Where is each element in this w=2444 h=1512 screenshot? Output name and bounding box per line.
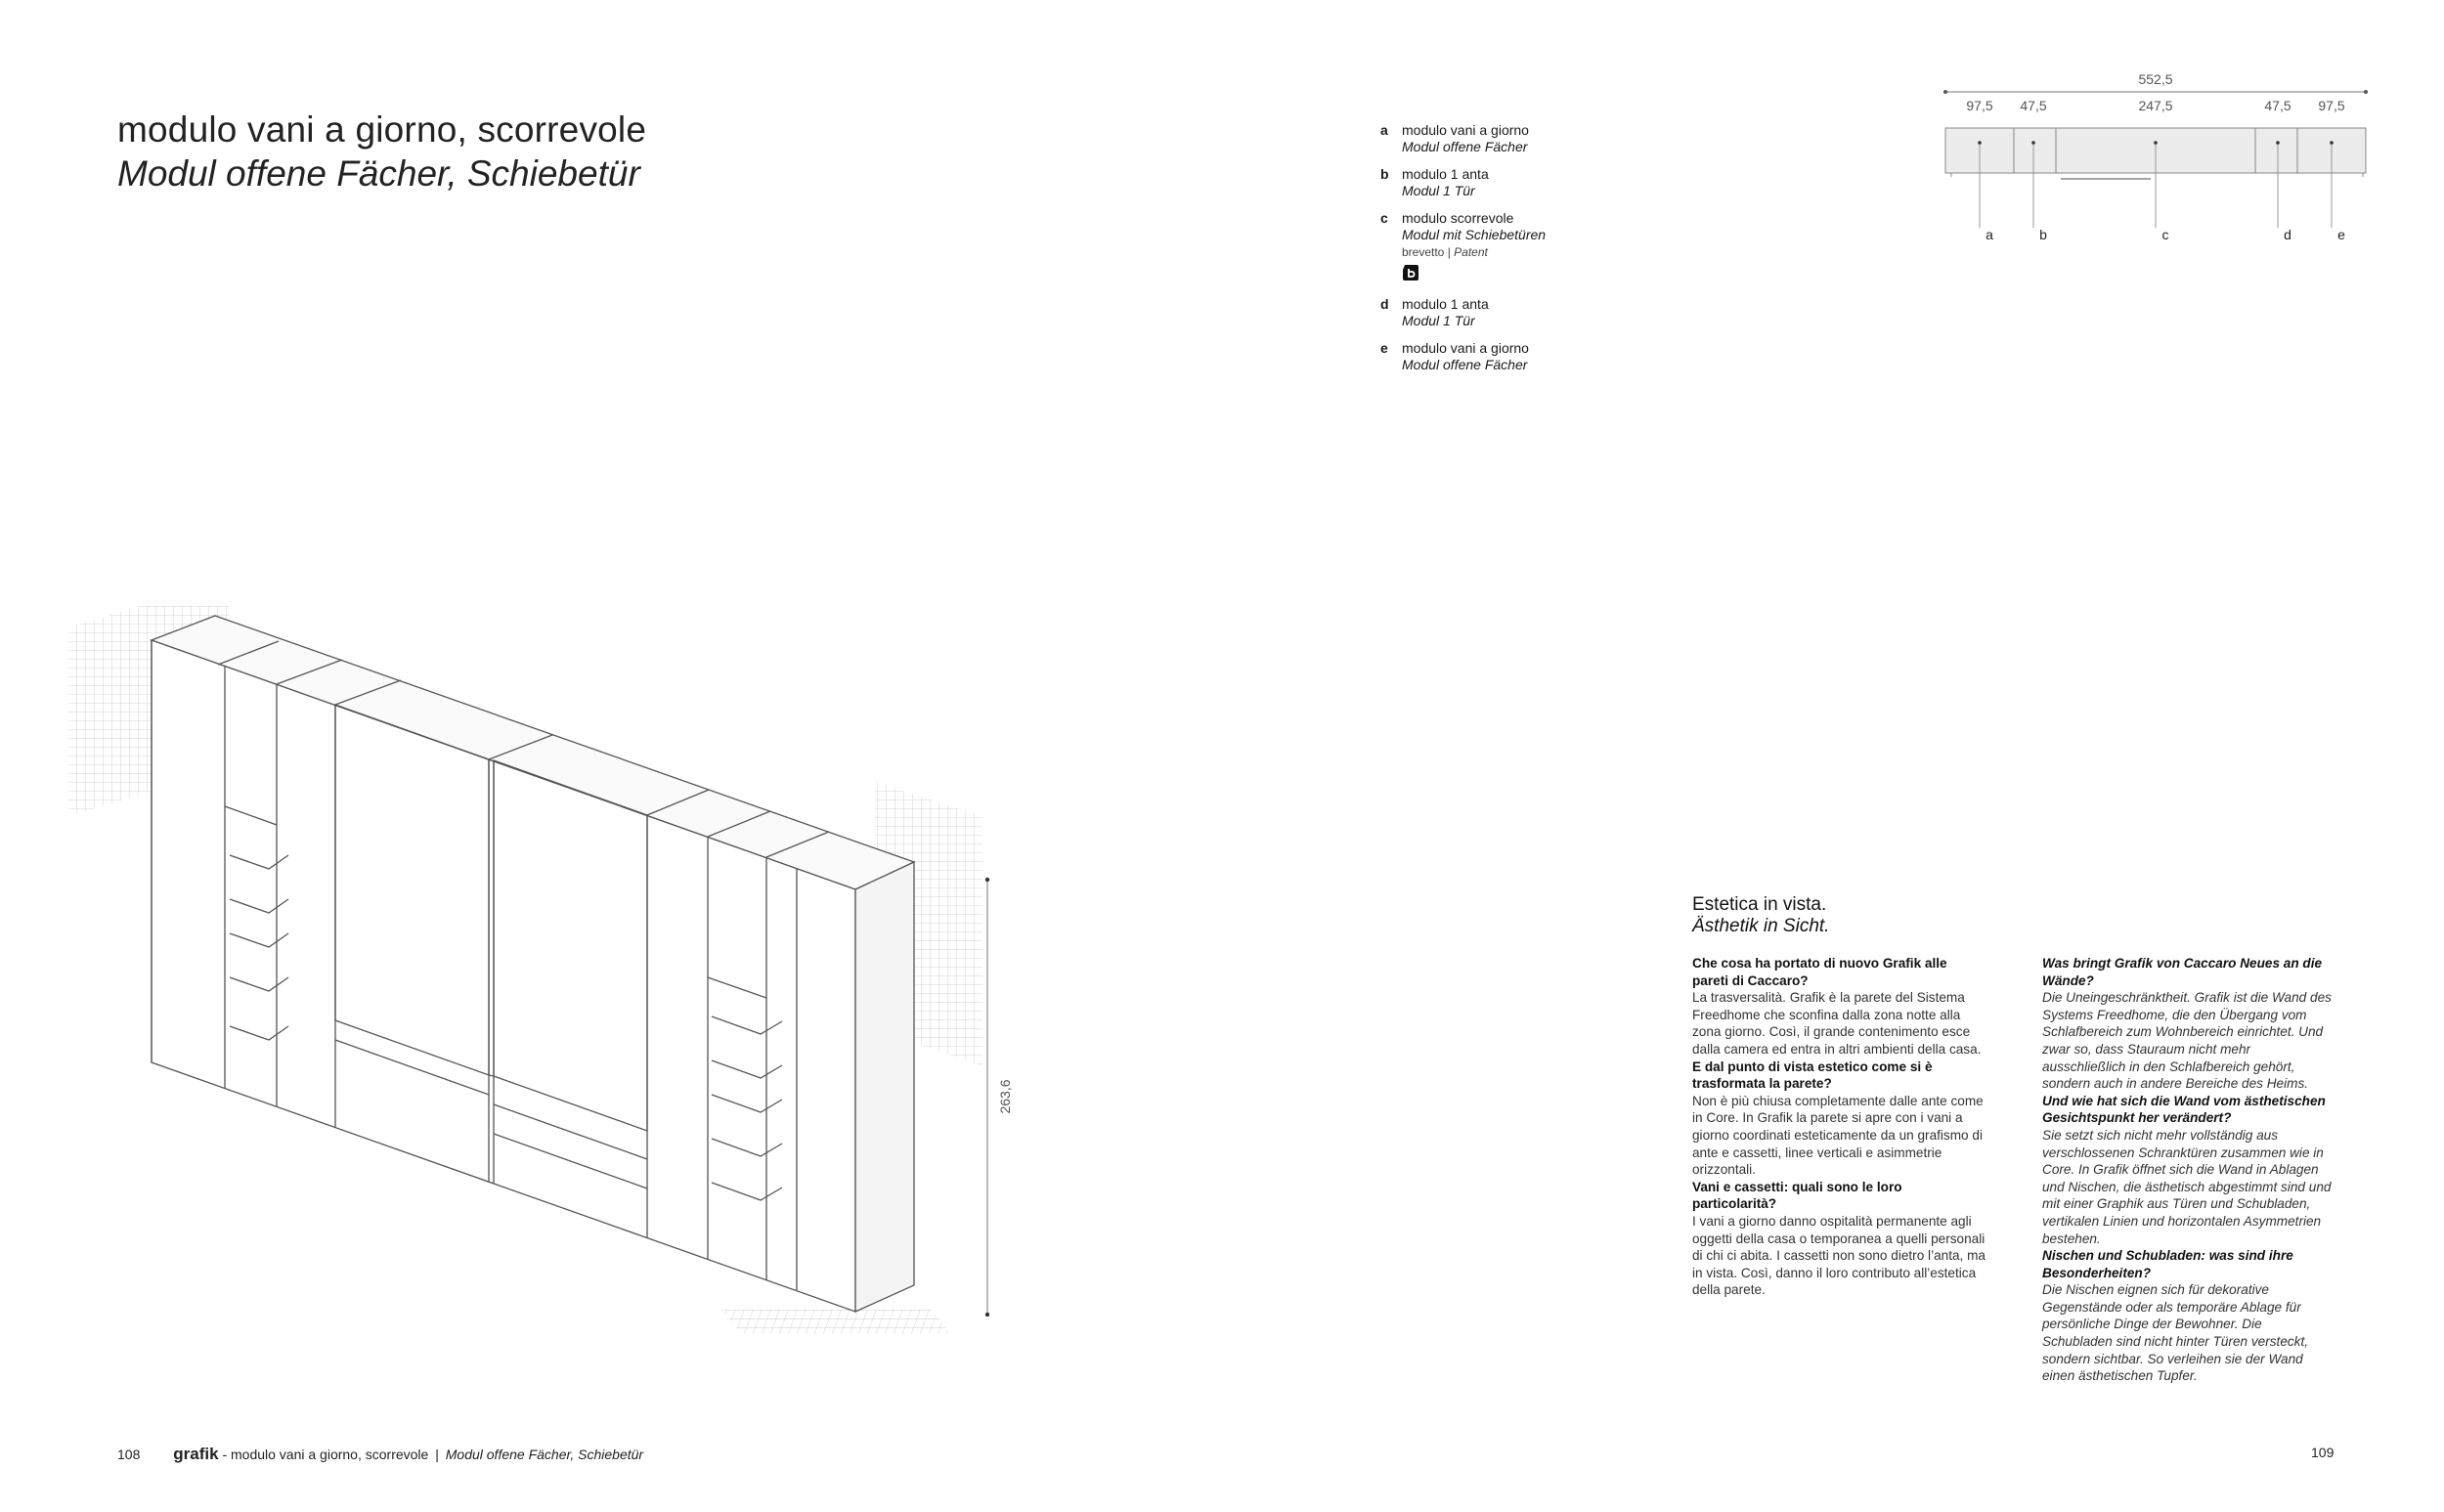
article-heading-it: Estetica in vista.	[1692, 894, 1827, 915]
question-it-3: Vani e cassetti: quali sono le loro particolarità?	[1692, 1179, 1902, 1212]
page-number-right: 109	[2311, 1445, 2335, 1460]
answer-de-2: Sie setzt sich nicht mehr vollständig aus verschlossenen Schranktüren zusammen wie in Core. In Grafik öffnet sich die Wand in Ablagen und Nischen, die ästhetisch abgestimmt sind und mit einer Graphik aus Türen und Schubladen, vertikalen Linien und horizontalen Asymmetrien bestehen.	[2042, 1127, 2332, 1246]
legend-label-de: Modul 1 Tür	[1402, 313, 1475, 328]
isometric-wardrobe-drawing	[59, 606, 1056, 1368]
floor-grid	[713, 1310, 961, 1334]
page-title-it: modulo vani a giorno, scorrevole	[117, 109, 647, 150]
legend-label-de: Modul 1 Tür	[1402, 183, 1475, 198]
plan-label-e: e	[2337, 227, 2345, 242]
plan-label-c: c	[2161, 227, 2169, 242]
legend-key: a	[1380, 122, 1388, 138]
question-de-1: Was bringt Grafik von Caccaro Neues an die Wände?	[2042, 956, 2323, 988]
total-width-label: 552,5	[2138, 71, 2173, 87]
patent-note: brevetto | Patent	[1402, 245, 1488, 259]
patent-badge-icon	[1402, 264, 1419, 281]
article-heading-de: Ästhetik in Sicht.	[1692, 916, 1830, 936]
question-it-2: E dal punto di vista estetico come si è trasformata la parete?	[1692, 1058, 1933, 1092]
width-label-e: 97,5	[2318, 98, 2345, 113]
plan-module-d	[2255, 128, 2297, 173]
legend-label-de: Modul mit Schiebetüren	[1402, 227, 1547, 242]
answer-de-1: Die Uneingeschränktheit. Grafik ist die Wand des Systems Freedhome, die den Übergang vom Schlafbereich zum Wohnbereich einrichtet. Und zwar so, dass Stauraum nicht mehr ausschließlich in den Schlafbereich gehört, sondern auch in andere Bereiche des Heims.	[2042, 990, 2332, 1092]
width-label-d: 47,5	[2264, 98, 2291, 113]
legend-key: b	[1380, 166, 1389, 182]
answer-it-2: Non è più chiusa completamente dalle ante come in Core. In Grafik la parete si apre con i vani a giorno coordinati esteticamente da un grafismo di ante e cassetti, linee verticali e asimmetrie orizzontali.	[1692, 1093, 1984, 1178]
answer-it-3: I vani a giorno danno ospitalità permanente agli oggetti della casa o temporanea a quelli personali di chi ci abita. I cassetti non sono dietro l’anta, ma in vista. Così, danno il loro contributo all’estetica della parete.	[1692, 1213, 1986, 1298]
footer-left	[117, 1445, 643, 1464]
question-it-1: Che cosa ha portato di nuovo Grafik alle pareti di Caccaro?	[1692, 956, 1947, 988]
legend-label-it: modulo vani a giorno	[1402, 122, 1529, 138]
legend-label-it: modulo 1 anta	[1402, 166, 1489, 182]
height-label: 263,6	[997, 1079, 1013, 1114]
plan-view-diagram	[1936, 66, 2385, 252]
question-de-3: Nischen und Schubladen: was sind ihre Besonderheiten?	[2042, 1248, 2293, 1280]
legend-item-a	[1380, 122, 1635, 155]
question-de-2: Und wie hat sich die Wand vom ästhetischen Gesichtspunkt her verändert?	[2042, 1093, 2326, 1126]
legend-key: c	[1380, 210, 1388, 226]
legend-item-d	[1380, 296, 1635, 329]
legend-label-it: modulo vani a giorno	[1402, 340, 1529, 356]
legend-label-de: Modul offene Fächer	[1402, 139, 1528, 154]
legend-label-de: Modul offene Fächer	[1402, 357, 1528, 372]
plan-label-a: a	[1986, 227, 1993, 242]
footer-caption-it: - modulo vani a giorno, scorrevole	[222, 1447, 429, 1462]
footer-brand: grafik	[173, 1445, 219, 1463]
page-number-left: 108	[117, 1447, 141, 1462]
plan-module-b	[2014, 128, 2056, 173]
legend-label-it: modulo scorrevole	[1402, 210, 1514, 226]
legend-key: e	[1380, 340, 1388, 356]
article-column-de	[2042, 955, 2335, 1385]
plan-label-b: b	[2039, 227, 2047, 242]
width-label-a: 97,5	[1966, 98, 1993, 113]
article-column-it	[1692, 955, 1986, 1299]
module-legend	[1380, 122, 1635, 384]
legend-key: d	[1380, 296, 1389, 312]
legend-label-it: modulo 1 anta	[1402, 296, 1489, 312]
footer-separator: |	[435, 1447, 439, 1462]
width-label-b: 47,5	[2020, 98, 2047, 113]
answer-de-3: Die Nischen eignen sich für dekorative Gegenstände oder als temporäre Ablage für persönliche Dinge der Bewohner. Die Schubladen sind nicht hinter Türen versteckt, sondern sichtbar. So verleihen sie der Wand einen ästhetischen Tupfer.	[2042, 1282, 2309, 1384]
legend-item-b	[1380, 166, 1635, 199]
article	[1692, 894, 2377, 1384]
page-title-de: Modul offene Fächer, Schiebetür	[117, 153, 640, 194]
plan-label-d: d	[2284, 227, 2291, 242]
patent-de: Patent	[1454, 245, 1488, 259]
footer-caption-de: Modul offene Fächer, Schiebetür	[445, 1447, 644, 1462]
legend-item-e	[1380, 340, 1635, 373]
wardrobe-outline	[152, 616, 914, 1312]
legend-item-c	[1380, 210, 1635, 285]
patent-it: brevetto	[1402, 245, 1445, 259]
height-dimension	[968, 860, 1026, 1329]
width-label-c: 247,5	[2138, 98, 2173, 113]
answer-it-1: La trasversalità. Grafik è la parete del Sistema Freedhome che sconfina dalla zona notte alla zona giorno. Così, il grande contenimento esce dalla camera ed entra in altri ambienti della casa.	[1692, 990, 1982, 1057]
